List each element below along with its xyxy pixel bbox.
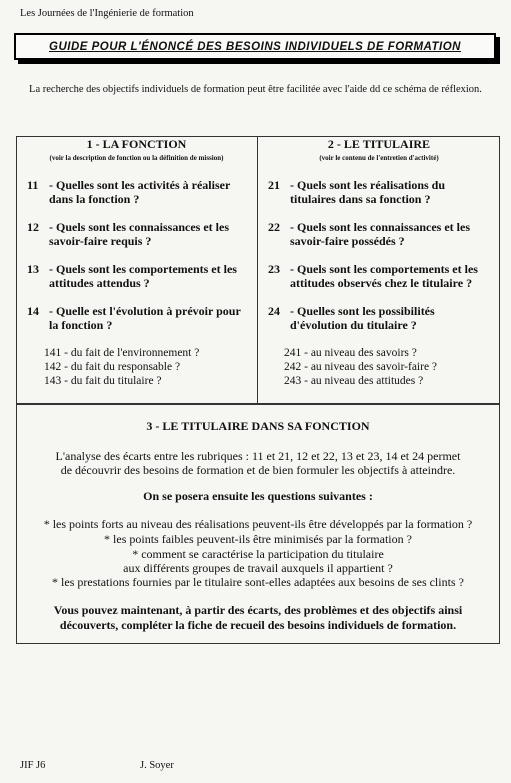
section3-title: 3 - LE TITULAIRE DANS SA FONCTION xyxy=(146,419,370,433)
question-line2: titulaires dans sa fonction ? xyxy=(290,192,431,206)
question-24 xyxy=(268,304,435,332)
question-line2: attitudes attendus ? xyxy=(49,276,150,290)
question-line1: - Quels sont les connaissances et les xyxy=(49,220,229,234)
sub-question-141: 141 - du fait de l'environnement ? xyxy=(44,347,200,359)
col2-subtitle: (voir le contenu de l'entretien d'activité) xyxy=(319,154,439,162)
question-13 xyxy=(27,262,237,290)
question-line2: attitudes observés chez le titulaire ? xyxy=(290,276,473,290)
question-22 xyxy=(268,220,470,248)
footer-code: JIF J6 xyxy=(20,760,46,771)
bullet-1: * les points forts au niveau des réalisations peuvent-ils être développés par la formation ? xyxy=(43,517,473,531)
question-number: 12 xyxy=(27,220,39,234)
question-12 xyxy=(27,220,229,248)
question-number: 22 xyxy=(268,220,280,234)
question-number: 11 xyxy=(27,178,39,192)
questions-header: On se posera ensuite les questions suivantes : xyxy=(143,489,373,503)
question-line2: savoir-faire possédés ? xyxy=(290,234,405,248)
question-line2: d'évolution du titulaire ? xyxy=(290,318,417,332)
col1-subtitle: (voir la description de fonction ou la définition de mission) xyxy=(49,154,224,162)
sub-question-242: 242 - au niveau des savoir-faire ? xyxy=(284,361,438,373)
question-line2: savoir-faire requis ? xyxy=(49,234,152,248)
closing-line2: découverts, compléter la fiche de recueil des besoins individuels de formation. xyxy=(59,618,457,632)
question-23 xyxy=(268,262,478,290)
question-14 xyxy=(27,304,241,332)
analysis-line1: L'analyse des écarts entre les rubriques : 11 et 21, 12 et 22, 13 et 23, 14 et 24 permet xyxy=(55,449,461,463)
question-line2: la fonction ? xyxy=(49,318,113,332)
question-number: 21 xyxy=(268,178,280,192)
question-number: 23 xyxy=(268,262,280,276)
analysis-line2: de découvrir des besoins de formation et de bien formuler les objectifs à atteindre. xyxy=(60,463,456,477)
question-11 xyxy=(27,178,230,206)
question-number: 24 xyxy=(268,304,280,318)
page-title: GUIDE POUR L'ÉNONCÉ DES BESOINS INDIVIDUELS DE FORMATION xyxy=(49,40,461,53)
sub-question-243: 243 - au niveau des attitudes ? xyxy=(284,375,424,387)
closing-line1: Vous pouvez maintenant, à partir des écarts, des problèmes et des objectifs ainsi xyxy=(53,603,463,617)
question-line1: - Quelles sont les possibilités xyxy=(290,304,435,318)
col1-title: 1 - LA FONCTION xyxy=(86,137,187,151)
bullet-3-cont: aux différents groupes de travail auxquels il appartient ? xyxy=(123,561,393,575)
column-divider xyxy=(257,136,258,403)
question-line1: - Quels sont les connaissances et les xyxy=(290,220,470,234)
question-number: 13 xyxy=(27,262,39,276)
title-banner xyxy=(14,33,496,60)
sub-question-142: 142 - du fait du responsable ? xyxy=(44,361,181,373)
sub-question-241: 241 - au niveau des savoirs ? xyxy=(284,347,417,359)
intro-text: La recherche des objectifs individuels de formation peut être facilitée avec l'aide dd ce schéma de réflexion. xyxy=(29,84,482,95)
question-21 xyxy=(268,178,445,206)
question-number: 14 xyxy=(27,304,39,318)
bullet-2: * les points faibles peuvent-ils être minimisés par la formation ? xyxy=(104,532,412,546)
footer-author: J. Soyer xyxy=(140,760,174,771)
question-line1: - Quels sont les comportements et les xyxy=(49,262,237,276)
question-line2: dans la fonction ? xyxy=(49,192,140,206)
question-line1: - Quels sont les comportements et les xyxy=(290,262,478,276)
question-line1: - Quelles sont les activités à réaliser xyxy=(49,178,231,192)
question-line1: - Quels sont les réalisations du xyxy=(290,178,446,192)
section-divider xyxy=(16,403,500,405)
question-line1: - Quelle est l'évolution à prévoir pour xyxy=(49,304,241,318)
bullet-4: * les prestations fournies par le titulaire sont-elles adaptées aux besoins de ses clints ? xyxy=(52,575,464,589)
header-org: Les Journées de l'Ingénierie de formation xyxy=(20,8,194,19)
col2-title: 2 - LE TITULAIRE xyxy=(327,137,431,151)
bullet-3: * comment se caractérise la participation du titulaire xyxy=(132,547,384,561)
sub-question-143: 143 - du fait du titulaire ? xyxy=(44,375,162,387)
